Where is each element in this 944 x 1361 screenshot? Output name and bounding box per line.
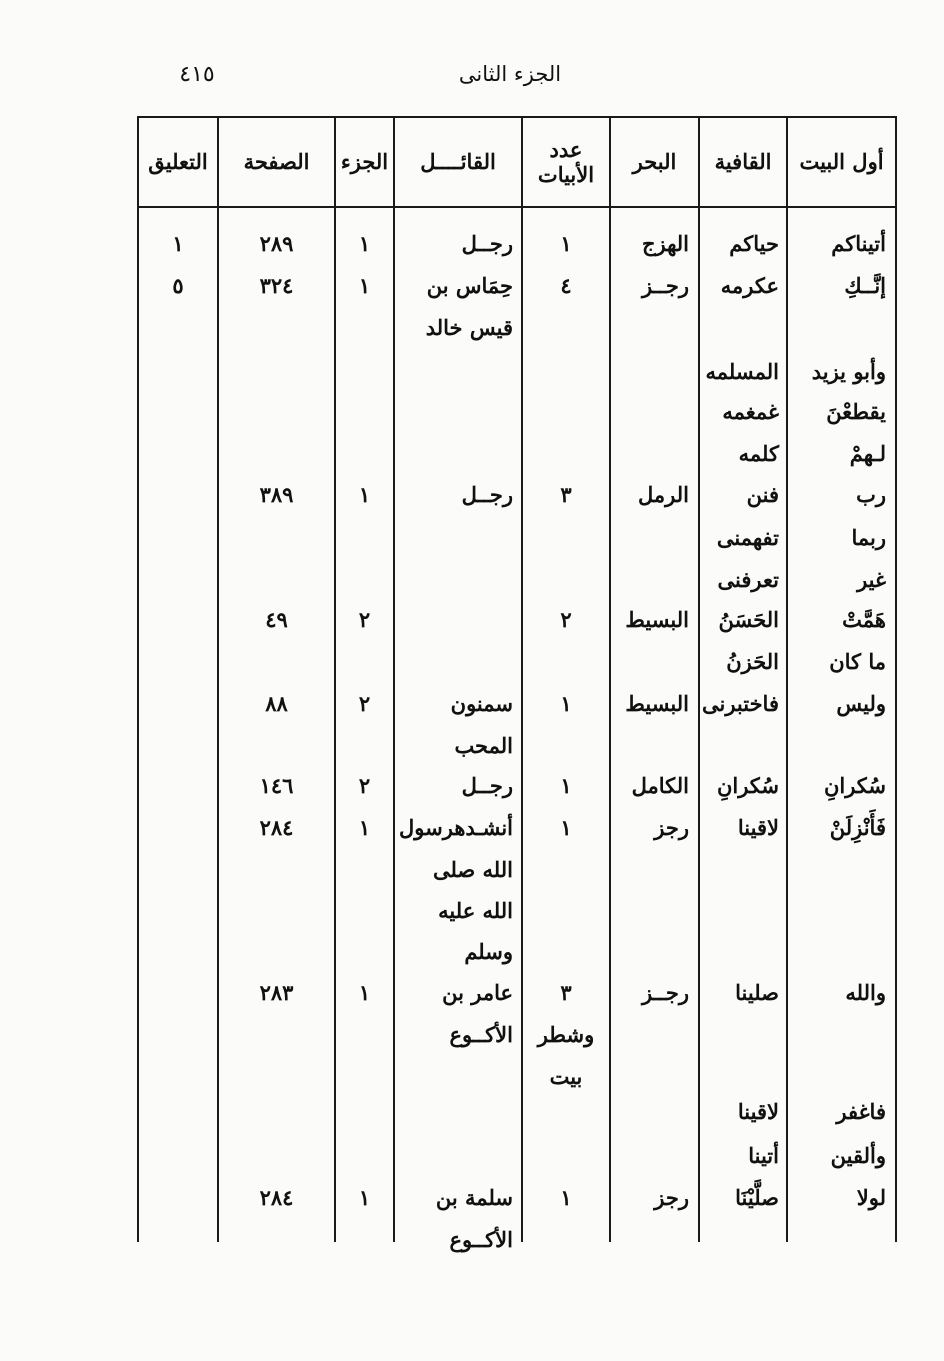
first-verse-cell: رب bbox=[856, 482, 886, 507]
poet-cell: الله صلى bbox=[432, 857, 513, 882]
first-verse-cell: ربما bbox=[851, 525, 886, 550]
note-cell: ١ bbox=[172, 231, 184, 256]
header-verse-count-line1: عدد bbox=[549, 136, 583, 162]
verse-count-cell: ١ bbox=[560, 773, 572, 798]
poet-cell: رجــل bbox=[461, 231, 513, 256]
volume-cell: ١ bbox=[358, 815, 371, 840]
header-meter: البحر bbox=[632, 149, 677, 175]
rhyme-cell: فاختبرنى bbox=[701, 691, 779, 716]
meter-cell: رجز bbox=[654, 1185, 689, 1210]
first-verse-cell: والله bbox=[845, 980, 886, 1005]
first-verse-cell: غير bbox=[857, 567, 886, 592]
page-ref-cell: ٣٢٤ bbox=[259, 273, 294, 298]
header-poet: القائــــل bbox=[420, 149, 496, 175]
poet-cell: أنشـدهرسول bbox=[399, 815, 513, 840]
rhyme-cell: المسلمه bbox=[705, 359, 779, 384]
poet-cell: عامر بن bbox=[442, 980, 513, 1005]
page-number: ٤١٥ bbox=[179, 62, 215, 87]
meter-cell: الكامل bbox=[631, 773, 689, 798]
volume-cell: ١ bbox=[358, 1185, 371, 1210]
rhyme-cell: كلمه bbox=[738, 441, 779, 466]
header-note: التعليق bbox=[148, 149, 208, 175]
meter-cell: البسيط bbox=[625, 607, 689, 632]
verse-count-cell: ١ bbox=[560, 691, 572, 716]
volume-cell: ١ bbox=[358, 482, 371, 507]
first-verse-cell: فاغفر bbox=[836, 1099, 886, 1124]
volume-cell: ١ bbox=[358, 273, 371, 298]
page-title: الجزء الثانى bbox=[458, 62, 562, 86]
rhyme-cell: صلَّيْنَا bbox=[735, 1185, 779, 1210]
first-verse-cell: وألقين bbox=[830, 1143, 886, 1168]
verse-count-cell: ١ bbox=[560, 815, 572, 840]
rhyme-cell: أتينا bbox=[748, 1143, 779, 1168]
verse-count-cell: ٣ bbox=[560, 980, 572, 1005]
rhyme-cell: لاقينا bbox=[737, 1099, 779, 1124]
verse-count-cell: ١ bbox=[560, 231, 572, 256]
poet-cell: حِمَاس بن bbox=[426, 273, 513, 298]
rhyme-cell: حياكم bbox=[729, 231, 779, 256]
volume-cell: ٢ bbox=[358, 773, 371, 798]
meter-cell: رجــز bbox=[641, 273, 689, 298]
first-verse-cell: سُكرانِ bbox=[823, 773, 886, 798]
first-verse-cell: يقطعْنَ bbox=[826, 399, 886, 424]
first-verse-cell: لـهمْ bbox=[849, 441, 886, 466]
meter-cell: رجــز bbox=[641, 980, 689, 1005]
rhyme-cell: فنن bbox=[746, 482, 779, 507]
verse-count-cell: وشطر bbox=[537, 1022, 595, 1047]
rhyme-cell: صلينا bbox=[735, 980, 779, 1005]
first-verse-cell: وأبو يزيد bbox=[811, 359, 886, 384]
note-cell: ٥ bbox=[172, 273, 184, 298]
volume-cell: ١ bbox=[358, 231, 371, 256]
verse-count-cell: ٢ bbox=[560, 607, 572, 632]
first-verse-cell: ما كان bbox=[829, 649, 886, 674]
page-ref-cell: ١٤٦ bbox=[259, 773, 294, 798]
first-verse-cell: إنَّــكِ bbox=[844, 273, 886, 298]
header-page: الصفحة bbox=[243, 149, 310, 175]
index-table bbox=[137, 116, 897, 1252]
rhyme-cell: الحَسَنُ bbox=[718, 607, 779, 632]
header-first-verse: أول البيت bbox=[799, 149, 884, 175]
meter-cell: البسيط bbox=[625, 691, 689, 716]
poet-cell: رجــل bbox=[461, 482, 513, 507]
volume-cell: ٢ bbox=[358, 607, 371, 632]
first-verse-cell: لولا bbox=[856, 1185, 886, 1210]
meter-cell: الهزج bbox=[641, 231, 689, 256]
meter-cell: الرمل bbox=[638, 482, 689, 507]
header-verse-count bbox=[523, 116, 609, 208]
poet-cell: رجــل bbox=[461, 773, 513, 798]
rhyme-cell: تعرفنى bbox=[717, 567, 779, 592]
first-verse-cell: أتيناكم bbox=[831, 231, 886, 256]
page-ref-cell: ٢٨٣ bbox=[259, 980, 294, 1005]
running-head bbox=[0, 60, 944, 96]
first-verse-cell: هَمَّتْ bbox=[842, 607, 886, 632]
rhyme-cell: لاقينا bbox=[737, 815, 779, 840]
page-ref-cell: ٢٨٤ bbox=[259, 1185, 294, 1210]
rhyme-cell: سُكرانِ bbox=[716, 773, 779, 798]
poet-cell: الله عليه bbox=[438, 898, 513, 923]
page-ref-cell: ٨٨ bbox=[265, 691, 288, 716]
meter-cell: رجز bbox=[654, 815, 689, 840]
poet-cell: قيس خالد bbox=[425, 315, 513, 340]
volume-cell: ٢ bbox=[358, 691, 371, 716]
verse-count-cell: ٤ bbox=[560, 273, 572, 298]
poet-cell: المحب bbox=[454, 733, 513, 758]
header-rhyme: القافية bbox=[714, 149, 772, 175]
verse-count-cell: بيت bbox=[549, 1064, 583, 1089]
page-ref-cell: ٣٨٩ bbox=[259, 482, 294, 507]
poet-cell: وسلم bbox=[464, 939, 513, 964]
page-ref-cell: ٢٨٤ bbox=[259, 815, 294, 840]
page-ref-cell: ٢٨٩ bbox=[259, 231, 294, 256]
page-ref-cell: ٤٩ bbox=[265, 607, 288, 632]
volume-cell: ١ bbox=[358, 980, 371, 1005]
rhyme-cell: غمغمه bbox=[722, 399, 779, 424]
header-volume: الجزء bbox=[340, 149, 389, 175]
poet-cell: الأكــوع bbox=[449, 1022, 513, 1047]
column-rule bbox=[895, 116, 897, 1242]
rhyme-cell: تفهمنى bbox=[716, 525, 779, 550]
first-verse-cell: وليس bbox=[836, 691, 886, 716]
verse-count-cell: ٣ bbox=[560, 482, 572, 507]
poet-cell: الأكــوع bbox=[449, 1227, 513, 1252]
rhyme-cell: الحَزنُ bbox=[726, 649, 779, 674]
poet-cell: سلمة بن bbox=[435, 1185, 513, 1210]
first-verse-cell: فَأَنْزِلَنْ bbox=[829, 815, 886, 840]
rhyme-cell: عكرمه bbox=[720, 273, 779, 298]
verse-count-cell: ١ bbox=[560, 1185, 572, 1210]
header-verse-count-line2: الأبيات bbox=[537, 162, 595, 187]
poet-cell: سمنون bbox=[450, 691, 513, 716]
